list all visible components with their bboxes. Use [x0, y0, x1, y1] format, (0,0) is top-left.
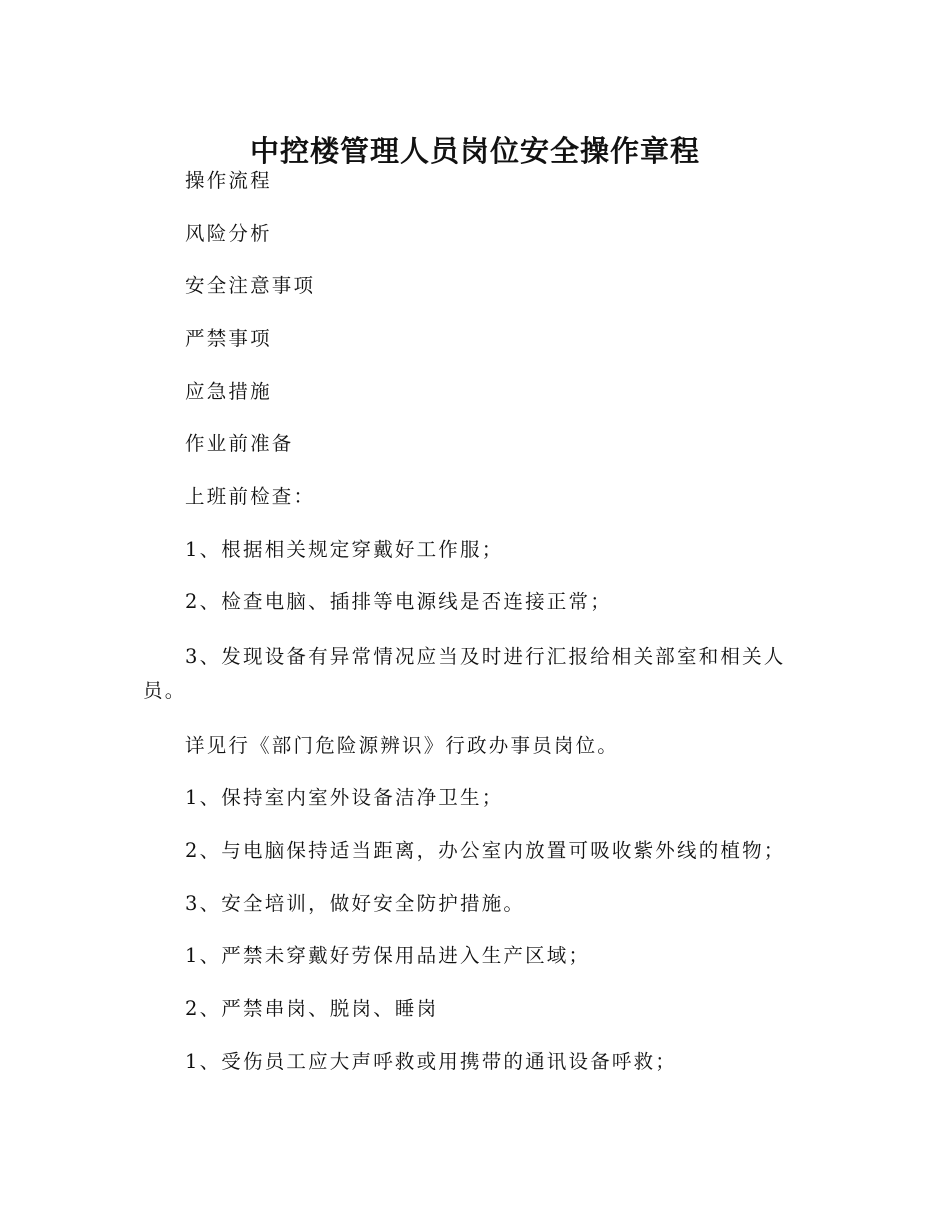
paragraph: 详见行《部门危险源辨识》行政办事员岗位。	[185, 734, 620, 757]
paragraph: 1、保持室内室外设备洁净卫生；	[185, 786, 504, 809]
paragraph: 2、检查电脑、插排等电源线是否连接正常；	[185, 590, 612, 613]
paragraph: 1、根据相关规定穿戴好工作服；	[185, 538, 504, 561]
paragraph: 2、与电脑保持适当距离，办公室内放置可吸收紫外线的植物；	[185, 839, 786, 862]
paragraph: 3、安全培训，做好安全防护措施。	[185, 892, 526, 915]
paragraph: 1、严禁未穿戴好劳保用品进入生产区域；	[185, 944, 591, 967]
page-title: 中控楼管理人员岗位安全操作章程	[249, 134, 700, 169]
paragraph: 1、受伤员工应大声呼救或用携带的通讯设备呼救；	[185, 1050, 678, 1073]
paragraph: 3、发现设备有异常情况应当及时进行汇报给相关部室和相关人员。	[143, 645, 786, 702]
paragraph: 上班前检查：	[185, 485, 316, 508]
paragraph: 风险分析	[185, 222, 272, 245]
paragraph: 安全注意事项	[185, 274, 316, 297]
paragraph: 操作流程	[185, 169, 272, 192]
paragraph: 应急措施	[185, 380, 272, 403]
paragraph: 作业前准备	[185, 432, 294, 455]
paragraph: 严禁事项	[185, 327, 272, 350]
paragraph: 2、严禁串岗、脱岗、睡岗	[185, 997, 439, 1020]
